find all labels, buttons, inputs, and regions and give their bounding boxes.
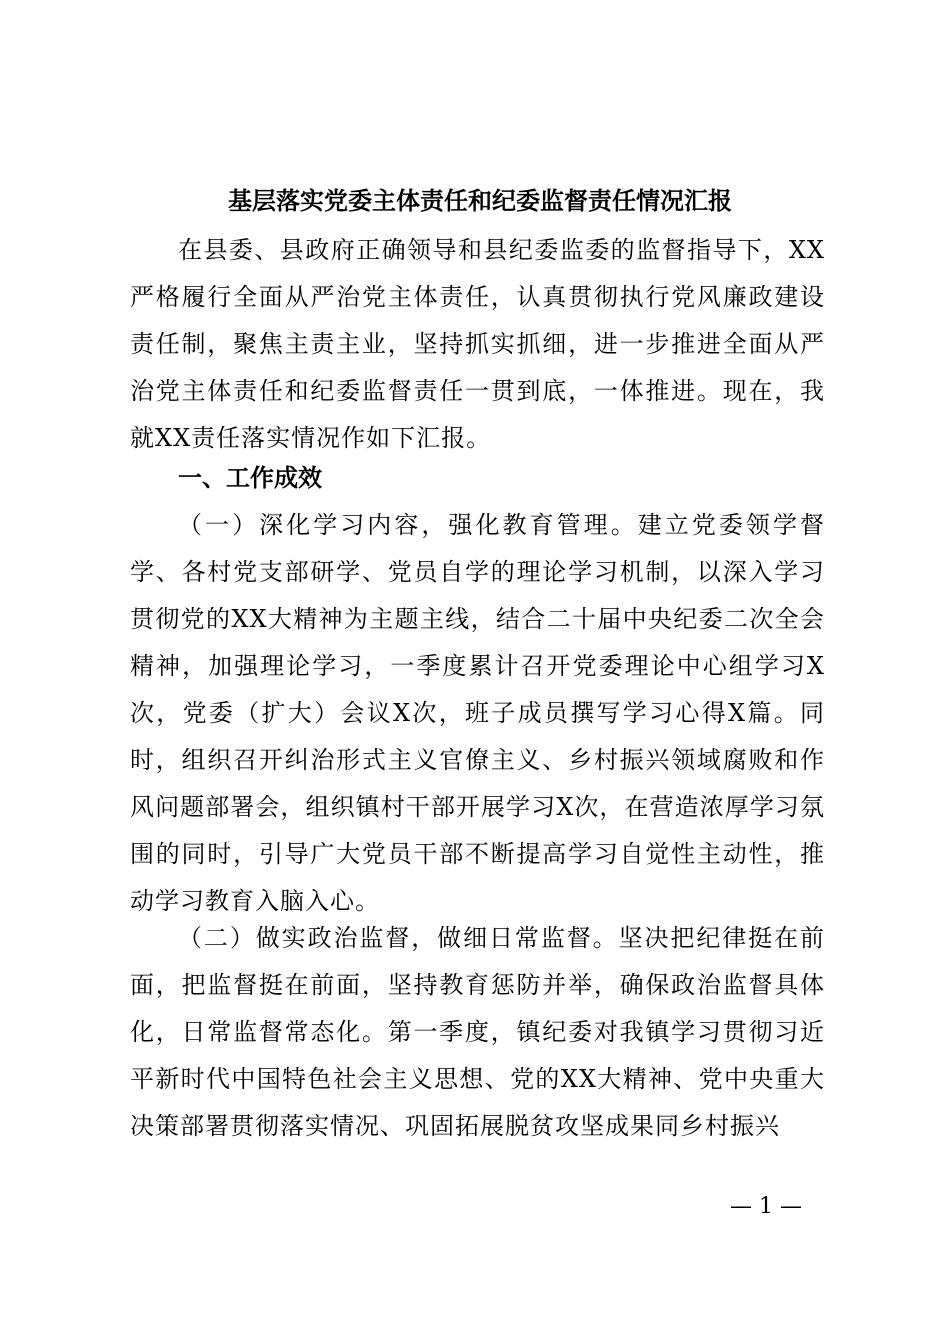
intro-paragraph: 在县委、县政府正确领导和县纪委监委的监督指导下，XX严格履行全面从严治党主体责任，认真贯彻执行党风廉政建设责任制，聚焦主责主业，坚持抓实抓细，进一步推进全面从严治党主体责任和纪委监督责任一贯到底，一体推进。现在，我就XX责任落实情况作如下汇报。 — [130, 236, 825, 452]
document-title: 基层落实党委主体责任和纪委监督责任情况汇报 — [228, 186, 732, 215]
paragraph-supervision: （二）做实政治监督，做细日常监督。坚决把纪律挺在前面，把监督挺在前面，坚持教育惩防并举，确保政治监督具体化，日常监督常态化。第一季度，镇纪委对我镇学习贯彻习近平新时代中国特色社会主义思想、党的XX大精神、党中央重大决策部署贯彻落实情况、巩固拓展脱贫攻坚成果同乡村振兴 — [130, 924, 825, 1140]
page-number: — 1 — — [730, 1194, 802, 1219]
paragraph-study: （一）深化学习内容，强化教育管理。建立党委领学督学、各村党支部研学、党员自学的理论学习机制，以深入学习贯彻党的XX大精神为主题主线，结合二十届中央纪委二次全会精神，加强理论学习，一季度累计召开党委理论中心组学习X次，党委（扩大）会议X次，班子成员撰写学习心得X篇。同时，组织召开纠治形式主义官僚主义、乡村振兴领域腐败和作风问题部署会，组织镇村干部开展学习X次，在营造浓厚学习氛围的同时，引导广大党员干部不断提高学习自觉性主动性，推动学习教育入脑入心。 — [130, 511, 825, 915]
section-heading: 一、工作成效 — [178, 464, 322, 492]
